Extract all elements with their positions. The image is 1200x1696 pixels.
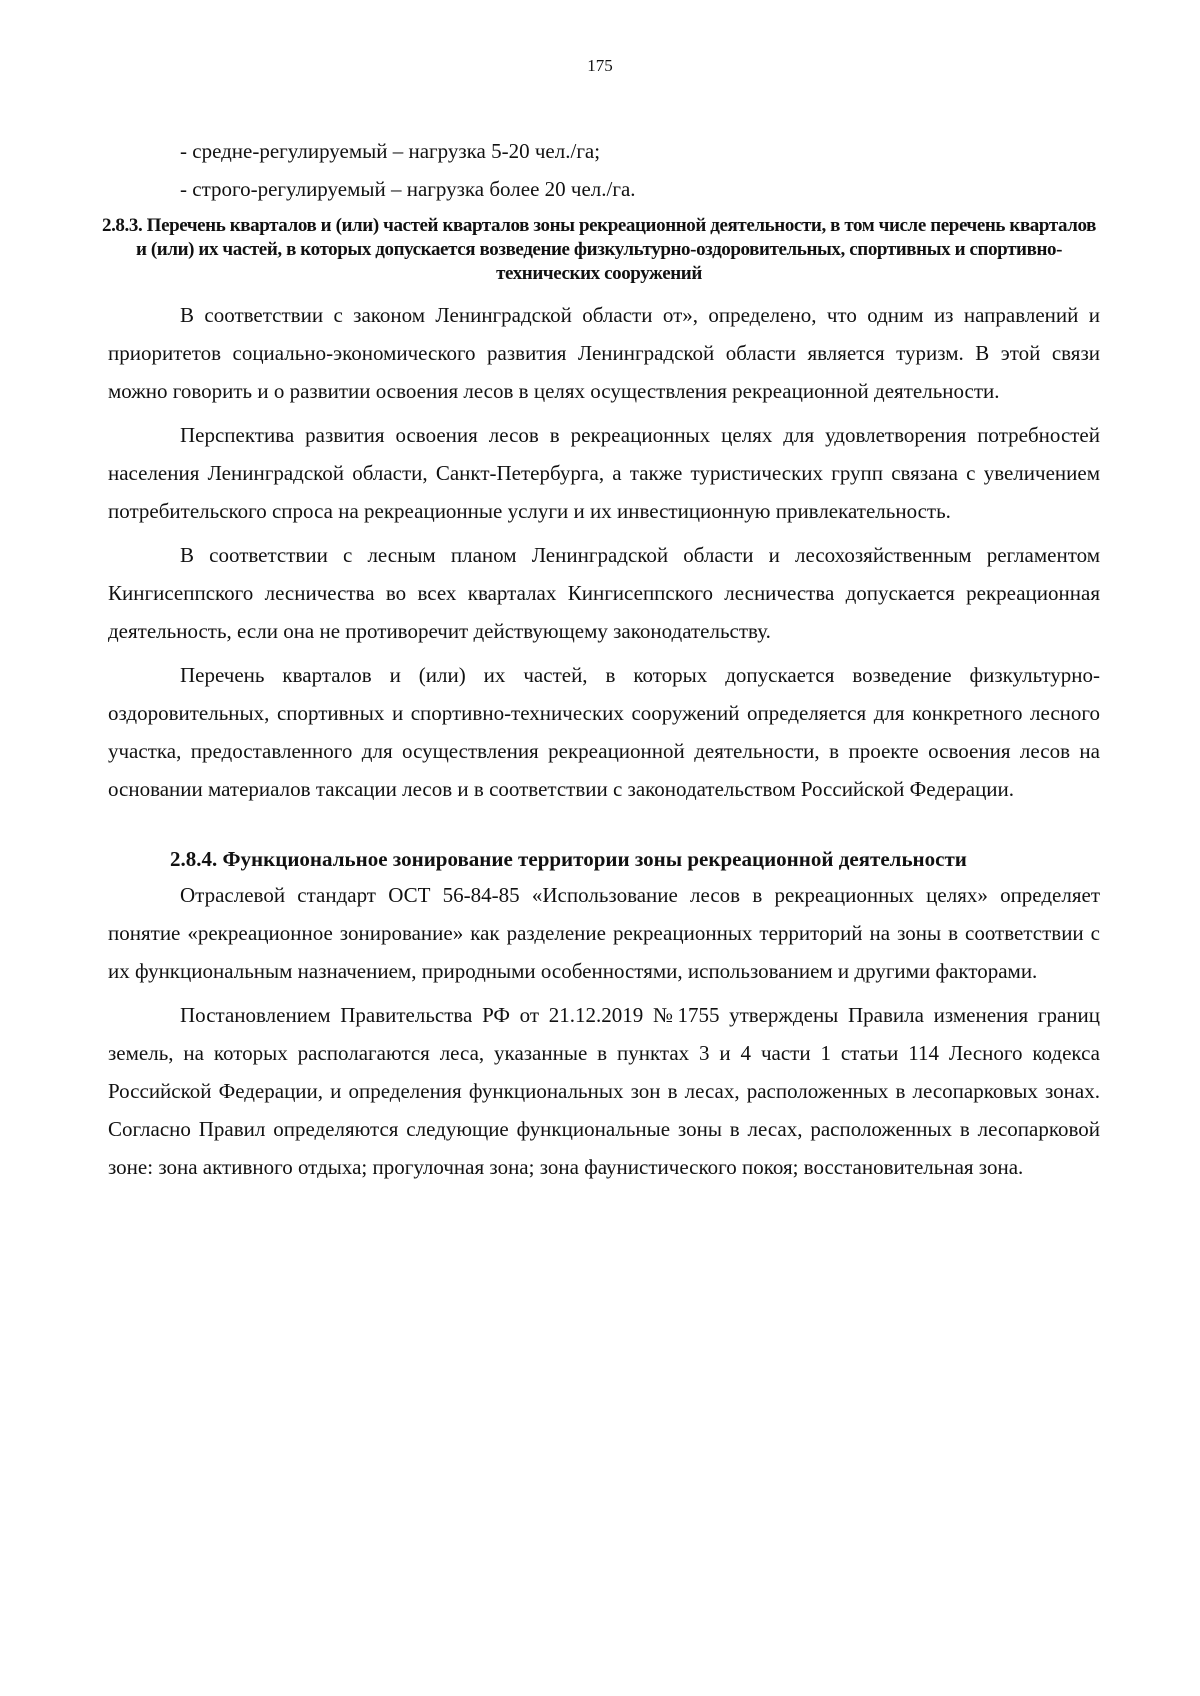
paragraph: В соответствии с законом Ленинградской области от», определено, что одним из направлений и приоритетов социально-экономического развития Ленинградской области является туризм. В этой связи можно говорить и о развитии освоения лесов в целях осуществления рекреационной деятельности. bbox=[108, 303, 1100, 403]
section-heading-2-8-3: 2.8.3. Перечень кварталов и (или) частей кварталов зоны рекреационной деятельности, в том числе перечень кварталов и (или) их частей, в которых допускается возведение физкультурно-оздоровительных, спортивных и спортивно-технических сооружений bbox=[101, 215, 1097, 284]
paragraph: Перечень кварталов и (или) их частей, в которых допускается возведение физкультурно-оздоровительных, спортивных и спортивно-технических сооружений определяется для конкретного лесного участка, предоставленного для осуществления рекреационной деятельности, в проекте освоения лесов на основании материалов таксации лесов и в соответствии с законодательством Российской Федерации. bbox=[108, 663, 1100, 801]
list-item: - средне-регулируемый – нагрузка 5-20 чел./га; bbox=[180, 139, 601, 163]
list-item: - строго-регулируемый – нагрузка более 20 чел./га. bbox=[180, 177, 636, 201]
page-number: 175 bbox=[587, 56, 613, 75]
paragraph: Отраслевой стандарт ОСТ 56-84-85 «Использование лесов в рекреационных целях» определяет понятие «рекреационное зонирование» как разделение рекреационных территорий на зоны в соответствии с их функциональным назначением, природными особенностями, использованием и другими факторами. bbox=[108, 883, 1100, 983]
document-body bbox=[101, 132, 1100, 1192]
paragraph: В соответствии с лесным планом Ленинградской области и лесохозяйственным регламентом Кингисеппского лесничества во всех кварталах Кингисеппского лесничества допускается рекреационная деятельность, если она не противоречит действующему законодательству. bbox=[108, 543, 1100, 643]
load-list bbox=[108, 132, 1100, 208]
paragraph: Перспектива развития освоения лесов в рекреационных целях для удовлетворения потребностей населения Ленинградской области, Санкт-Петербурга, а также туристических групп связана с увеличением потребительского спроса на рекреационные услуги и их инвестиционную привлекательность. bbox=[108, 423, 1100, 523]
section-heading-2-8-4: 2.8.4. Функциональное зонирование территории зоны рекреационной деятельности bbox=[170, 847, 967, 871]
paragraph: Постановлением Правительства РФ от 21.12.2019 №1755 утверждены Правила изменения границ земель, на которых располагаются леса, указанные в пунктах 3 и 4 части 1 статьи 114 Лесного кодекса Российской Федерации, и определения функциональных зон в лесах, расположенных в лесопарковых зонах. Согласно Правил определяются следующие функциональные зоны в лесах, расположенных в лесопарковой зоне: зона активного отдыха; прогулочная зона; зона фаунистического покоя; восстановительная зона. bbox=[108, 1003, 1100, 1179]
